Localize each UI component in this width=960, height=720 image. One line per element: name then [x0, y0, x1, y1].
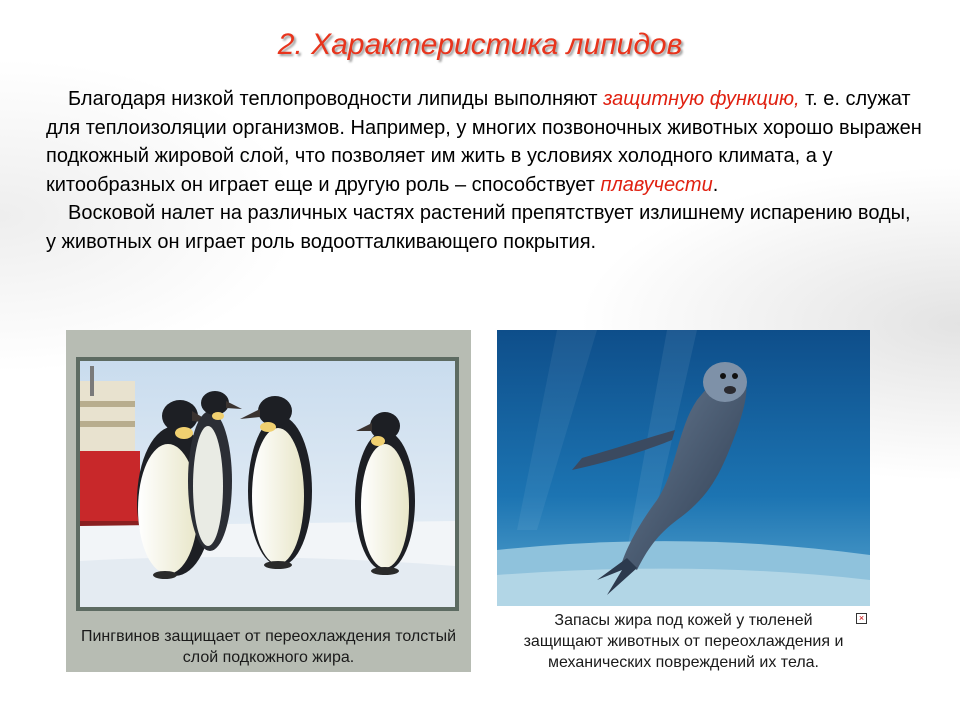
seal-caption-line1: Запасы жира под кожей у тюленей	[554, 612, 813, 629]
penguins-caption	[66, 626, 471, 668]
slide-title: 2. Характеристика липидов	[277, 28, 683, 61]
paragraph1-part1: Благодаря низкой теплопроводности липиды выполняют	[68, 88, 604, 110]
penguins-photo	[76, 357, 459, 611]
paragraph-insulation	[46, 85, 926, 199]
accent-buoyancy: плавучести	[600, 173, 713, 196]
seal-illustration	[497, 330, 870, 606]
accent-protective-function: защитную функцию,	[603, 88, 800, 110]
seal-caption-line3: механических повреждений их тела.	[547, 654, 819, 671]
paragraph1-part3: .	[712, 173, 719, 196]
slide-body-text	[46, 85, 926, 256]
penguins-illustration	[80, 361, 455, 607]
paragraph1-part2: т. е. служат для теплоизоляции организмов. Например, у многих позвоночных животных хорошо выражен подкожный жировой слой, что позволяет им жить в условиях холодного климата, а у китообразных он играет еще и другую роль – способствует	[46, 88, 922, 196]
penguins-photo-card	[66, 330, 471, 672]
seal-photo-card	[497, 330, 870, 672]
penguins-caption-line1: Пингвинов защищает от переохлаждения толстый	[80, 628, 456, 645]
expand-icon[interactable]: ×	[856, 613, 867, 624]
seal-caption-line2: защищают животных от переохлаждения и	[523, 633, 844, 650]
seal-caption	[497, 610, 870, 672]
paragraph-wax: Восковой налет на различных частях растений препятствует излишнему испарению воды, у животных он играет роль водоотталкивающего покрытия.	[46, 202, 911, 253]
penguins-caption-line2: слой подкожного жира.	[182, 649, 355, 666]
